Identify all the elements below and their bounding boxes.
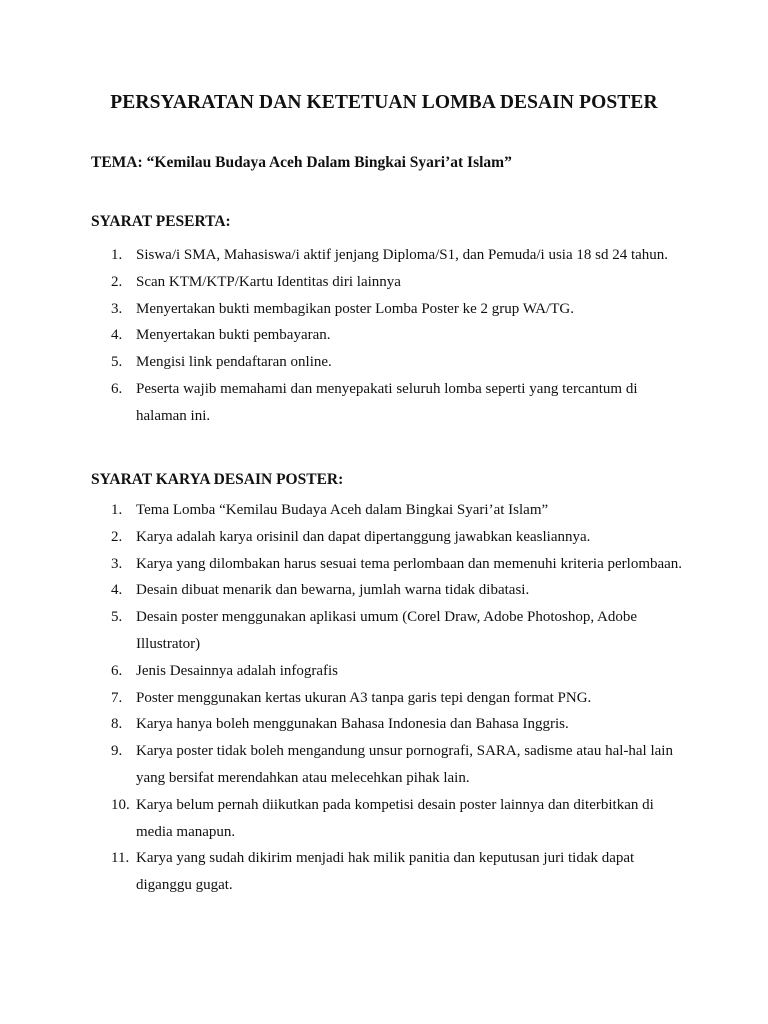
list-item <box>91 376 691 430</box>
list-item-number: 1. <box>111 502 123 518</box>
list-item <box>91 685 691 712</box>
list-item-text: Poster menggunakan kertas ukuran A3 tanpa garis tepi dengan format PNG. <box>136 689 592 706</box>
theme-label: TEMA: <box>91 154 143 171</box>
list-item-text: Menyertakan bukti pembayaran. <box>136 327 331 344</box>
list-item-text: Scan KTM/KTP/Kartu Identitas diri lainnya <box>136 273 401 290</box>
list-item <box>91 711 691 738</box>
list-item <box>91 658 691 685</box>
list-item-number: 2. <box>111 273 123 290</box>
list-item-number: 6. <box>111 662 123 679</box>
list-item-number: 3. <box>111 300 123 317</box>
list-item <box>91 349 691 376</box>
list-item <box>91 269 691 296</box>
participants-heading: SYARAT PESERTA: <box>91 213 231 230</box>
list-item-number: 9. <box>111 743 123 760</box>
list-item-text: Jenis Desainnya adalah infografis <box>136 662 339 679</box>
list-item-number: 8. <box>111 716 123 733</box>
list-item <box>91 845 691 899</box>
list-item-text: Karya adalah karya orisinil dan dapat dipertanggung jawabkan keasliannya. <box>136 528 591 545</box>
list-item-text: Menyertakan bukti membagikan poster Lomba Poster ke 2 grup WA/TG. <box>136 300 574 317</box>
list-item-text: Karya belum pernah diikutkan pada kompetisi desain poster lainnya dan diterbitkan di media manapun. <box>136 796 654 840</box>
participants-list <box>91 242 691 430</box>
list-item-number: 1. <box>111 247 123 263</box>
list-item-text: Karya hanya boleh menggunakan Bahasa Indonesia dan Bahasa Inggris. <box>136 716 569 733</box>
list-item <box>91 322 691 349</box>
list-item-text: Peserta wajib memahami dan menyepakati seluruh lomba seperti yang tercantum di halaman ini. <box>136 380 638 424</box>
list-item-text: Siswa/i SMA, Mahasiswa/i aktif jenjang Diploma/S1, dan Pemuda/i usia 18 sd 24 tahun. <box>136 247 669 263</box>
list-item <box>91 524 691 551</box>
list-item-text: Mengisi link pendaftaran online. <box>136 354 332 371</box>
list-item <box>91 551 691 578</box>
work-heading: SYARAT KARYA DESAIN POSTER: <box>91 471 344 488</box>
list-item <box>91 497 691 524</box>
list-item-number: 4. <box>111 582 123 599</box>
list-item <box>91 604 691 658</box>
list-item <box>91 792 691 846</box>
list-item-text: Desain poster menggunakan aplikasi umum (Corel Draw, Adobe Photoshop, Adobe Illustrator) <box>136 609 638 652</box>
theme-line <box>91 154 512 172</box>
list-item-text: Tema Lomba “Kemilau Budaya Aceh dalam Bingkai Syari’at Islam” <box>136 502 549 518</box>
list-item <box>91 242 691 269</box>
list-item-text: Desain dibuat menarik dan bewarna, jumlah warna tidak dibatasi. <box>136 582 530 599</box>
list-item <box>91 738 691 792</box>
document-title: PERSYARATAN DAN KETETUAN LOMBA DESAIN POSTER <box>110 92 658 113</box>
list-item <box>91 296 691 323</box>
list-item-number: 6. <box>111 380 123 397</box>
list-item-number: 2. <box>111 528 123 545</box>
list-item-number: 4. <box>111 327 123 344</box>
theme-value: “Kemilau Budaya Aceh Dalam Bingkai Syari’at Islam” <box>146 154 512 171</box>
list-item <box>91 577 691 604</box>
list-item-text: Karya yang dilombakan harus sesuai tema perlombaan dan memenuhi kriteria perlombaan. <box>136 555 683 572</box>
list-item-number: 5. <box>111 354 123 371</box>
list-item-text: Karya yang sudah dikirim menjadi hak milik panitia dan keputusan juri tidak dapat diganggu gugat. <box>136 850 635 894</box>
work-list <box>91 497 691 899</box>
list-item-number: 10. <box>111 796 130 813</box>
list-item-text: Karya poster tidak boleh mengandung unsur pornografi, SARA, sadisme atau hal-hal lain yang bersifat merendahkan atau melecehkan pihak lain. <box>136 743 673 786</box>
list-item-number: 5. <box>111 609 123 626</box>
list-item-number: 3. <box>111 555 123 572</box>
list-item-number: 7. <box>111 689 123 706</box>
list-item-number: 11. <box>111 850 130 867</box>
